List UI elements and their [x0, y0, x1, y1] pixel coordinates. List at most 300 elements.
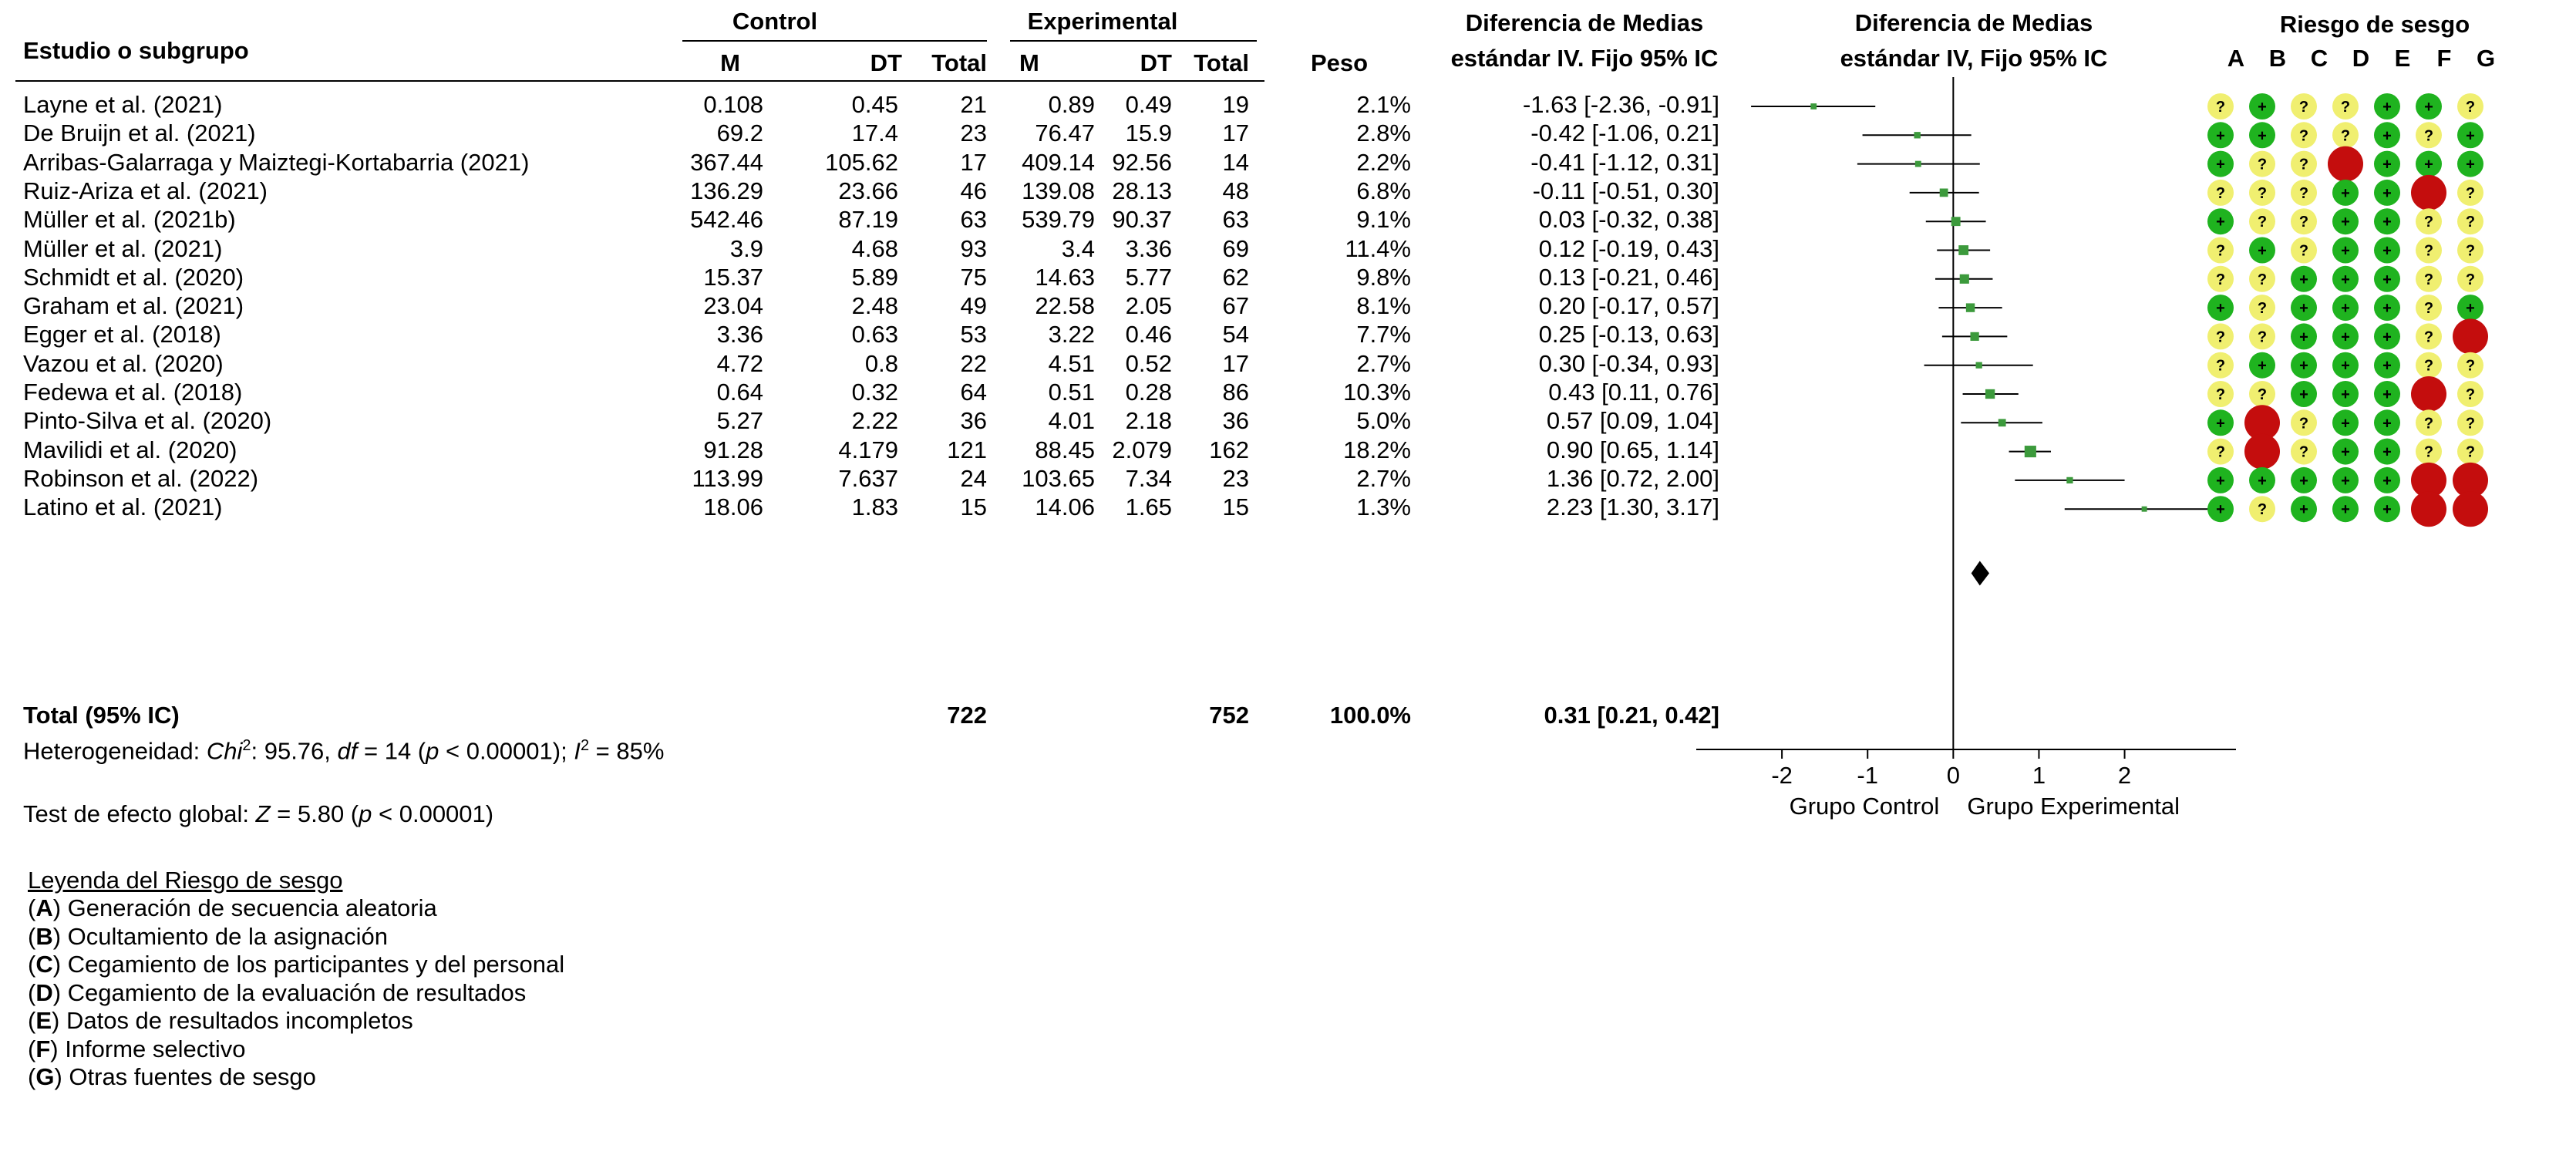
study-name: Graham et al. (2021)	[23, 292, 244, 320]
study-ci: 0.57 [0.09, 1.04]	[1546, 407, 1719, 435]
control-sd: 23.66	[838, 177, 898, 204]
exp-mean: 4.01	[1048, 407, 1095, 435]
point-estimate	[1951, 217, 1961, 226]
forest-plot	[1696, 62, 2251, 840]
rob-symbol: +	[2382, 415, 2392, 433]
control-mean: 69.2	[716, 120, 763, 147]
rob-symbol: ?	[2298, 415, 2309, 433]
study-name: Layne et al. (2021)	[23, 91, 223, 118]
control-mean: 18.06	[703, 493, 763, 521]
exp-mean: 139.08	[1022, 177, 1095, 204]
study-weight: 9.8%	[1356, 263, 1411, 291]
study-weight: 2.1%	[1356, 91, 1411, 118]
rob-symbol: ?	[2465, 415, 2476, 433]
control-mean: 113.99	[692, 464, 763, 492]
rob-symbol: ?	[2215, 242, 2226, 260]
rob-symbol: +	[2382, 328, 2392, 346]
control-mean: 136.29	[690, 177, 763, 204]
rob-symbol: ?	[2298, 242, 2309, 260]
overall-effect-text: Test de efecto global: Z = 5.80 (p < 0.00001)	[23, 800, 494, 827]
rob-symbol: +	[2299, 300, 2308, 318]
rob-symbol: +	[2382, 472, 2392, 490]
study-weight: 2.7%	[1356, 349, 1411, 377]
rob-symbol: +	[2299, 472, 2308, 490]
rob-dot	[2244, 434, 2280, 470]
header-exp-m: M	[1019, 49, 1039, 76]
study-name: Fedewa et al. (2018)	[23, 379, 243, 406]
exp-mean: 14.06	[1035, 493, 1095, 521]
control-n: 15	[960, 493, 987, 521]
rob-letter-a: A	[2227, 45, 2245, 72]
point-estimate	[2025, 446, 2036, 457]
rob-symbol: ?	[2215, 271, 2226, 288]
study-ci: 2.23 [1.30, 3.17]	[1546, 493, 1719, 521]
control-sd: 0.8	[864, 349, 898, 377]
study-weight: 10.3%	[1343, 379, 1411, 406]
rob-dot	[2411, 175, 2446, 210]
rob-symbol: +	[2341, 328, 2350, 346]
control-sd: 105.62	[825, 148, 898, 176]
study-weight: 1.3%	[1356, 493, 1411, 521]
study-ci: 0.30 [-0.34, 0.93]	[1538, 349, 1719, 377]
exp-n: 36	[1222, 407, 1249, 435]
study-name: Latino et al. (2021)	[23, 493, 223, 521]
exp-mean: 539.79	[1022, 206, 1095, 234]
header-exp-total: Total	[1194, 49, 1249, 76]
control-n: 63	[960, 206, 987, 234]
rob-symbol: +	[2258, 357, 2267, 375]
control-sd: 2.48	[851, 292, 898, 320]
rob-symbol: ?	[2215, 99, 2226, 116]
study-name: Pinto-Silva et al. (2020)	[23, 407, 272, 435]
legend-title: Leyenda del Riesgo de sesgo	[28, 867, 343, 894]
control-mean: 0.64	[716, 379, 763, 406]
exp-n: 54	[1222, 321, 1249, 349]
study-weight: 2.7%	[1356, 464, 1411, 492]
control-n: 36	[960, 407, 987, 435]
exp-n: 48	[1222, 177, 1249, 204]
rob-symbol: +	[2382, 443, 2392, 461]
study-ci: 0.12 [-0.19, 0.43]	[1538, 234, 1719, 262]
study-name: Müller et al. (2021)	[23, 234, 223, 262]
point-estimate	[1966, 303, 1975, 311]
heterogeneity-text: Heterogeneidad: Chi$^2$: 95.76, df = 14 (p < 0.00001); $I^2 = 85\%$	[23, 737, 665, 765]
exp-n: 15	[1222, 493, 1249, 521]
control-n: 46	[960, 177, 987, 204]
header-plot-line2: estándar IV, Fijo 95% IC	[1840, 45, 2108, 72]
total-control-n: 722	[947, 702, 987, 729]
rob-symbol: ?	[2340, 127, 2351, 145]
study-ci: 0.20 [-0.17, 0.57]	[1538, 292, 1719, 320]
study-ci: 0.43 [0.11, 0.76]	[1548, 379, 1719, 406]
rob-symbol: ?	[2340, 99, 2351, 116]
total-label: Total (95% IC)	[23, 702, 180, 729]
rob-symbol: +	[2299, 271, 2308, 288]
study-ci: 0.25 [-0.13, 0.63]	[1538, 321, 1719, 349]
x-tick-label: 2	[2117, 762, 2132, 789]
rob-symbol: +	[2382, 214, 2392, 231]
rob-symbol: +	[2216, 127, 2225, 145]
exp-n: 19	[1222, 91, 1249, 118]
legend-item: (D) Cegamiento de la evaluación de resultados	[28, 978, 527, 1006]
rob-symbol: +	[2466, 156, 2475, 173]
study-ci: -1.63 [-2.36, -0.91]	[1522, 91, 1719, 118]
rob-symbol: +	[2341, 472, 2350, 490]
legend-item: (G) Otras fuentes de sesgo	[28, 1063, 316, 1090]
rob-symbol: ?	[2465, 443, 2476, 461]
control-n: 23	[960, 120, 987, 147]
rob-symbol: ?	[2423, 357, 2434, 375]
rob-symbol: +	[2299, 357, 2308, 375]
legend-item: (C) Cegamiento de los participantes y del personal	[28, 951, 565, 978]
study-name: Arribas-Galarraga y Maiztegi-Kortabarria (2021)	[23, 148, 530, 176]
rob-symbol: +	[2382, 271, 2392, 288]
control-mean: 15.37	[703, 263, 763, 291]
point-estimate	[1999, 419, 2006, 426]
exp-mean: 3.4	[1061, 234, 1095, 262]
exp-n: 23	[1222, 464, 1249, 492]
exp-mean: 76.47	[1035, 120, 1095, 147]
rob-letter-g: G	[2476, 45, 2496, 72]
rob-symbol: +	[2341, 501, 2350, 519]
study-weight: 5.0%	[1356, 407, 1411, 435]
control-n: 93	[960, 234, 987, 262]
rob-symbol: ?	[2465, 357, 2476, 375]
study-name: Mavilidi et al. (2020)	[23, 436, 237, 463]
exp-n: 17	[1222, 120, 1249, 147]
total-ci: 0.31 [0.21, 0.42]	[1544, 702, 1719, 729]
rob-symbol: ?	[2423, 214, 2434, 231]
study-ci: 1.36 [0.72, 2.00]	[1546, 464, 1719, 492]
control-mean: 4.72	[716, 349, 763, 377]
study-ci: 0.03 [-0.32, 0.38]	[1538, 206, 1719, 234]
rob-symbol: ?	[2257, 328, 2268, 346]
control-n: 49	[960, 292, 987, 320]
study-name: Müller et al. (2021b)	[23, 206, 236, 234]
rob-symbol: +	[2341, 415, 2350, 433]
exp-n: 14	[1222, 148, 1249, 176]
control-n: 75	[960, 263, 987, 291]
header-control-m: M	[720, 49, 740, 76]
rob-symbol: ?	[2465, 184, 2476, 202]
axis-label-control: Grupo Control	[1789, 793, 1940, 820]
rob-symbol: ?	[2423, 242, 2434, 260]
header-control-dt: DT	[870, 49, 902, 76]
rob-symbol: ?	[2215, 184, 2226, 202]
exp-mean: 22.58	[1035, 292, 1095, 320]
rob-symbol: ?	[2298, 127, 2309, 145]
header-smd-line2: estándar IV. Fijo 95% IC	[1450, 45, 1719, 72]
rob-letter-e: E	[2394, 45, 2411, 72]
point-estimate	[2142, 507, 2147, 512]
header-rule	[15, 80, 1264, 82]
point-estimate	[1971, 332, 1979, 341]
exp-sd: 0.49	[1125, 91, 1172, 118]
rob-symbol: +	[2466, 300, 2475, 318]
control-sd: 0.32	[851, 379, 898, 406]
study-ci: -0.42 [-1.06, 0.21]	[1530, 120, 1719, 147]
control-mean: 367.44	[690, 148, 763, 176]
exp-sd: 1.65	[1125, 493, 1172, 521]
control-n: 121	[947, 436, 987, 463]
rob-symbol: ?	[2423, 127, 2434, 145]
axis-label-experimental: Grupo Experimental	[1967, 793, 2180, 820]
study-weight: 2.2%	[1356, 148, 1411, 176]
rob-symbol: ?	[2257, 156, 2268, 173]
control-n: 53	[960, 321, 987, 349]
study-name: Ruiz-Ariza et al. (2021)	[23, 177, 268, 204]
exp-mean: 103.65	[1022, 464, 1095, 492]
exp-mean: 88.45	[1035, 436, 1095, 463]
point-estimate	[1914, 132, 1920, 138]
legend-item: (E) Datos de resultados incompletos	[28, 1007, 413, 1034]
header-study: Estudio o subgrupo	[23, 37, 249, 64]
rob-symbol: +	[2341, 184, 2350, 202]
rob-symbol: +	[2382, 501, 2392, 519]
rob-dot	[2453, 318, 2488, 354]
control-sd: 4.179	[838, 436, 898, 463]
rob-dot	[2411, 376, 2446, 412]
legend-item: (F) Informe selectivo	[28, 1035, 246, 1062]
control-n: 64	[960, 379, 987, 406]
study-weight: 8.1%	[1356, 292, 1411, 320]
control-mean: 0.108	[703, 91, 763, 118]
rob-symbol: +	[2258, 99, 2267, 116]
exp-n: 162	[1209, 436, 1249, 463]
rob-symbol: ?	[2215, 328, 2226, 346]
exp-sd: 0.28	[1125, 379, 1172, 406]
legend-item: (A) Generación de secuencia aleatoria	[28, 894, 437, 921]
header-rob-title: Riesgo de sesgo	[2279, 11, 2470, 38]
control-mean: 5.27	[716, 407, 763, 435]
study-name: Schmidt et al. (2020)	[23, 263, 244, 291]
rob-symbol: +	[2216, 415, 2225, 433]
rob-symbol: +	[2382, 99, 2392, 116]
study-name: Vazou et al. (2020)	[23, 349, 224, 377]
x-tick-label: 1	[2032, 762, 2046, 789]
rob-dot	[2411, 491, 2446, 527]
rob-symbol: ?	[2423, 271, 2434, 288]
point-estimate	[1976, 362, 1982, 369]
exp-sd: 2.079	[1112, 436, 1172, 463]
study-ci: -0.11 [-0.51, 0.30]	[1532, 177, 1719, 204]
rob-symbol: ?	[2257, 386, 2268, 403]
point-estimate	[1940, 189, 1948, 197]
rob-letter-f: F	[2436, 45, 2452, 72]
rob-letter-c: C	[2310, 45, 2329, 72]
rob-symbol: ?	[2298, 443, 2309, 461]
control-n: 21	[960, 91, 987, 118]
exp-sd: 2.05	[1125, 292, 1172, 320]
rob-symbol: ?	[2257, 501, 2268, 519]
exp-sd: 0.46	[1125, 321, 1172, 349]
exp-sd: 92.56	[1112, 148, 1172, 176]
rob-symbol: ?	[2465, 271, 2476, 288]
control-n: 24	[960, 464, 987, 492]
header-peso: Peso	[1311, 49, 1369, 76]
study-weight: 7.7%	[1356, 321, 1411, 349]
rob-symbol: +	[2216, 300, 2225, 318]
study-ci: 0.13 [-0.21, 0.46]	[1538, 263, 1719, 291]
rob-symbol: ?	[2298, 156, 2309, 173]
exp-sd: 0.52	[1125, 349, 1172, 377]
header-control-total: Total	[931, 49, 987, 76]
rob-symbol: ?	[2257, 271, 2268, 288]
control-mean: 3.36	[716, 321, 763, 349]
rob-symbol: +	[2382, 127, 2392, 145]
rob-symbol: +	[2258, 127, 2267, 145]
control-sd: 0.63	[851, 321, 898, 349]
control-underline	[682, 40, 987, 42]
rob-symbol: ?	[2257, 214, 2268, 231]
rob-symbol: ?	[2465, 99, 2476, 116]
rob-symbol: +	[2382, 156, 2392, 173]
rob-symbol: +	[2341, 300, 2350, 318]
exp-sd: 90.37	[1112, 206, 1172, 234]
exp-sd: 15.9	[1125, 120, 1172, 147]
study-weight: 11.4%	[1345, 234, 1411, 262]
exp-sd: 7.34	[1125, 464, 1172, 492]
rob-dot	[2453, 491, 2488, 527]
x-tick-label: -1	[1857, 762, 1879, 789]
study-weight: 6.8%	[1356, 177, 1411, 204]
rob-symbol: ?	[2257, 184, 2268, 202]
rob-symbol: +	[2341, 271, 2350, 288]
study-name: Egger et al. (2018)	[23, 321, 221, 349]
study-name: De Bruijn et al. (2021)	[23, 120, 256, 147]
exp-mean: 3.22	[1048, 321, 1095, 349]
rob-symbol: ?	[2465, 242, 2476, 260]
x-tick-label: 0	[1946, 762, 1960, 789]
experimental-underline	[1010, 40, 1257, 42]
rob-symbol: +	[2382, 357, 2392, 375]
rob-symbol: +	[2341, 214, 2350, 231]
risk-of-bias-grid	[2205, 62, 2537, 648]
legend-item: (B) Ocultamiento de la asignación	[28, 922, 388, 950]
rob-symbol: +	[2424, 156, 2433, 173]
exp-n: 63	[1222, 206, 1249, 234]
exp-sd: 3.36	[1125, 234, 1172, 262]
rob-dot	[2328, 146, 2363, 182]
rob-letter-d: D	[2352, 45, 2370, 72]
rob-symbol: +	[2341, 443, 2350, 461]
exp-mean: 4.51	[1048, 349, 1095, 377]
rob-symbol: +	[2341, 357, 2350, 375]
control-sd: 2.22	[851, 407, 898, 435]
exp-n: 62	[1222, 263, 1249, 291]
rob-symbol: +	[2299, 386, 2308, 403]
exp-mean: 409.14	[1022, 148, 1095, 176]
pooled-diamond	[1972, 561, 1989, 586]
rob-symbol: ?	[2465, 214, 2476, 231]
control-n: 22	[960, 349, 987, 377]
rob-symbol: ?	[2257, 300, 2268, 318]
exp-sd: 5.77	[1125, 263, 1172, 291]
exp-mean: 0.51	[1048, 379, 1095, 406]
rob-symbol: ?	[2215, 443, 2226, 461]
control-sd: 0.45	[851, 91, 898, 118]
rob-symbol: +	[2258, 242, 2267, 260]
rob-symbol: +	[2424, 99, 2433, 116]
control-sd: 5.89	[851, 263, 898, 291]
rob-symbol: ?	[2298, 99, 2309, 116]
control-sd: 7.637	[838, 464, 898, 492]
rob-symbol: +	[2466, 127, 2475, 145]
rob-symbol: ?	[2465, 386, 2476, 403]
exp-n: 69	[1222, 234, 1249, 262]
rob-symbol: +	[2382, 184, 2392, 202]
control-mean: 91.28	[703, 436, 763, 463]
control-sd: 4.68	[851, 234, 898, 262]
rob-symbol: ?	[2423, 300, 2434, 318]
rob-symbol: ?	[2423, 328, 2434, 346]
rob-symbol: ?	[2215, 357, 2226, 375]
rob-symbol: +	[2382, 242, 2392, 260]
rob-symbol: +	[2382, 300, 2392, 318]
total-exp-n: 752	[1209, 702, 1249, 729]
point-estimate	[2066, 477, 2073, 483]
rob-symbol: +	[2299, 501, 2308, 519]
rob-symbol: +	[2341, 386, 2350, 403]
rob-symbol: +	[2216, 156, 2225, 173]
exp-mean: 14.63	[1035, 263, 1095, 291]
rob-symbol: +	[2258, 472, 2267, 490]
study-ci: 0.90 [0.65, 1.14]	[1546, 436, 1719, 463]
study-weight: 9.1%	[1356, 206, 1411, 234]
rob-symbol: ?	[2423, 443, 2434, 461]
rob-symbol: +	[2216, 214, 2225, 231]
total-peso: 100.0%	[1329, 702, 1411, 729]
header-plot-line1: Diferencia de Medias	[1854, 9, 2093, 36]
header-experimental: Experimental	[1027, 8, 1178, 35]
rob-symbol: +	[2382, 386, 2392, 403]
point-estimate	[1810, 103, 1817, 109]
control-mean: 542.46	[690, 206, 763, 234]
point-estimate	[1958, 245, 1968, 255]
exp-sd: 2.18	[1125, 407, 1172, 435]
control-sd: 87.19	[838, 206, 898, 234]
study-weight: 18.2%	[1343, 436, 1411, 463]
rob-symbol: ?	[2423, 415, 2434, 433]
control-mean: 3.9	[729, 234, 763, 262]
rob-symbol: +	[2341, 242, 2350, 260]
exp-n: 17	[1222, 349, 1249, 377]
point-estimate	[1985, 389, 1995, 399]
exp-n: 86	[1222, 379, 1249, 406]
control-sd: 1.83	[851, 493, 898, 521]
rob-symbol: ?	[2215, 386, 2226, 403]
header-control: Control	[732, 8, 818, 35]
control-n: 17	[960, 148, 987, 176]
study-weight: 2.8%	[1356, 120, 1411, 147]
x-tick-label: -2	[1771, 762, 1793, 789]
rob-symbol: +	[2216, 472, 2225, 490]
point-estimate	[1960, 274, 1969, 284]
rob-letter-b: B	[2268, 45, 2287, 72]
study-ci: -0.41 [-1.12, 0.31]	[1530, 148, 1719, 176]
exp-sd: 28.13	[1112, 177, 1172, 204]
rob-symbol: ?	[2298, 184, 2309, 202]
header-exp-dt: DT	[1140, 49, 1172, 76]
rob-symbol: +	[2216, 501, 2225, 519]
rob-symbol: ?	[2298, 214, 2309, 231]
exp-mean: 0.89	[1048, 91, 1095, 118]
header-smd-line1: Diferencia de Medias	[1465, 9, 1704, 36]
rob-symbol: +	[2299, 328, 2308, 346]
exp-n: 67	[1222, 292, 1249, 320]
control-mean: 23.04	[703, 292, 763, 320]
point-estimate	[1915, 161, 1921, 167]
